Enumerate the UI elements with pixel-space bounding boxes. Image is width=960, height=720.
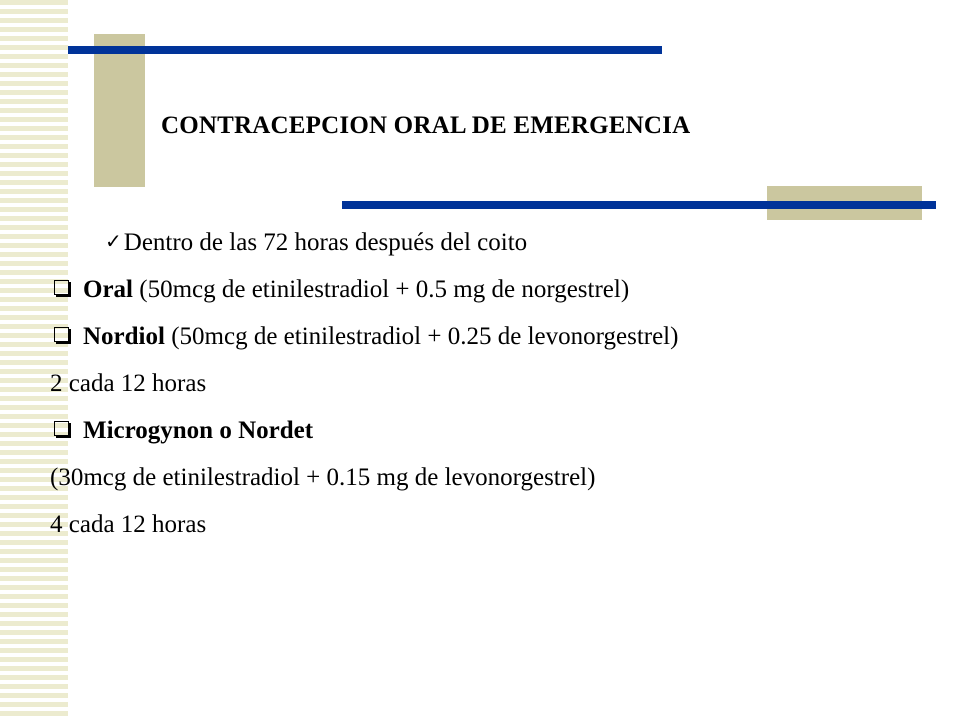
- checkbox-bullet-icon: [54, 327, 69, 342]
- dose-text: 2 cada 12 horas: [50, 370, 207, 397]
- item-detail: (50mcg de etinilestradiol + 0.5 mg de norgestrel): [133, 276, 630, 303]
- slide-body: [50, 226, 910, 556]
- decor-vertical-block: [94, 34, 145, 187]
- checkmark-icon: ✓: [105, 229, 122, 253]
- list-item: [50, 415, 910, 446]
- checkbox-bullet-icon: [54, 421, 69, 436]
- check-item: [50, 226, 910, 258]
- list-item: [50, 274, 910, 305]
- slide-title: CONTRACEPCION ORAL DE EMERGENCIA: [161, 112, 691, 139]
- check-item-text: Dentro de las 72 horas después del coito: [123, 229, 528, 256]
- item-name: Nordiol: [83, 323, 165, 350]
- decor-top-bar: [68, 46, 662, 54]
- list-item: [50, 321, 910, 352]
- dose-text: 4 cada 12 horas: [50, 511, 207, 538]
- checkbox-bullet-icon: [54, 280, 69, 295]
- item-detail: (50mcg de etinilestradiol + 0.25 de levonorgestrel): [164, 323, 679, 350]
- composition-text: (30mcg de etinilestradiol + 0.15 mg de levonorgestrel): [50, 464, 596, 491]
- item-name: Oral: [83, 276, 133, 303]
- item-name: Microgynon o Nordet: [83, 417, 314, 444]
- decor-bottom-bar: [342, 201, 936, 209]
